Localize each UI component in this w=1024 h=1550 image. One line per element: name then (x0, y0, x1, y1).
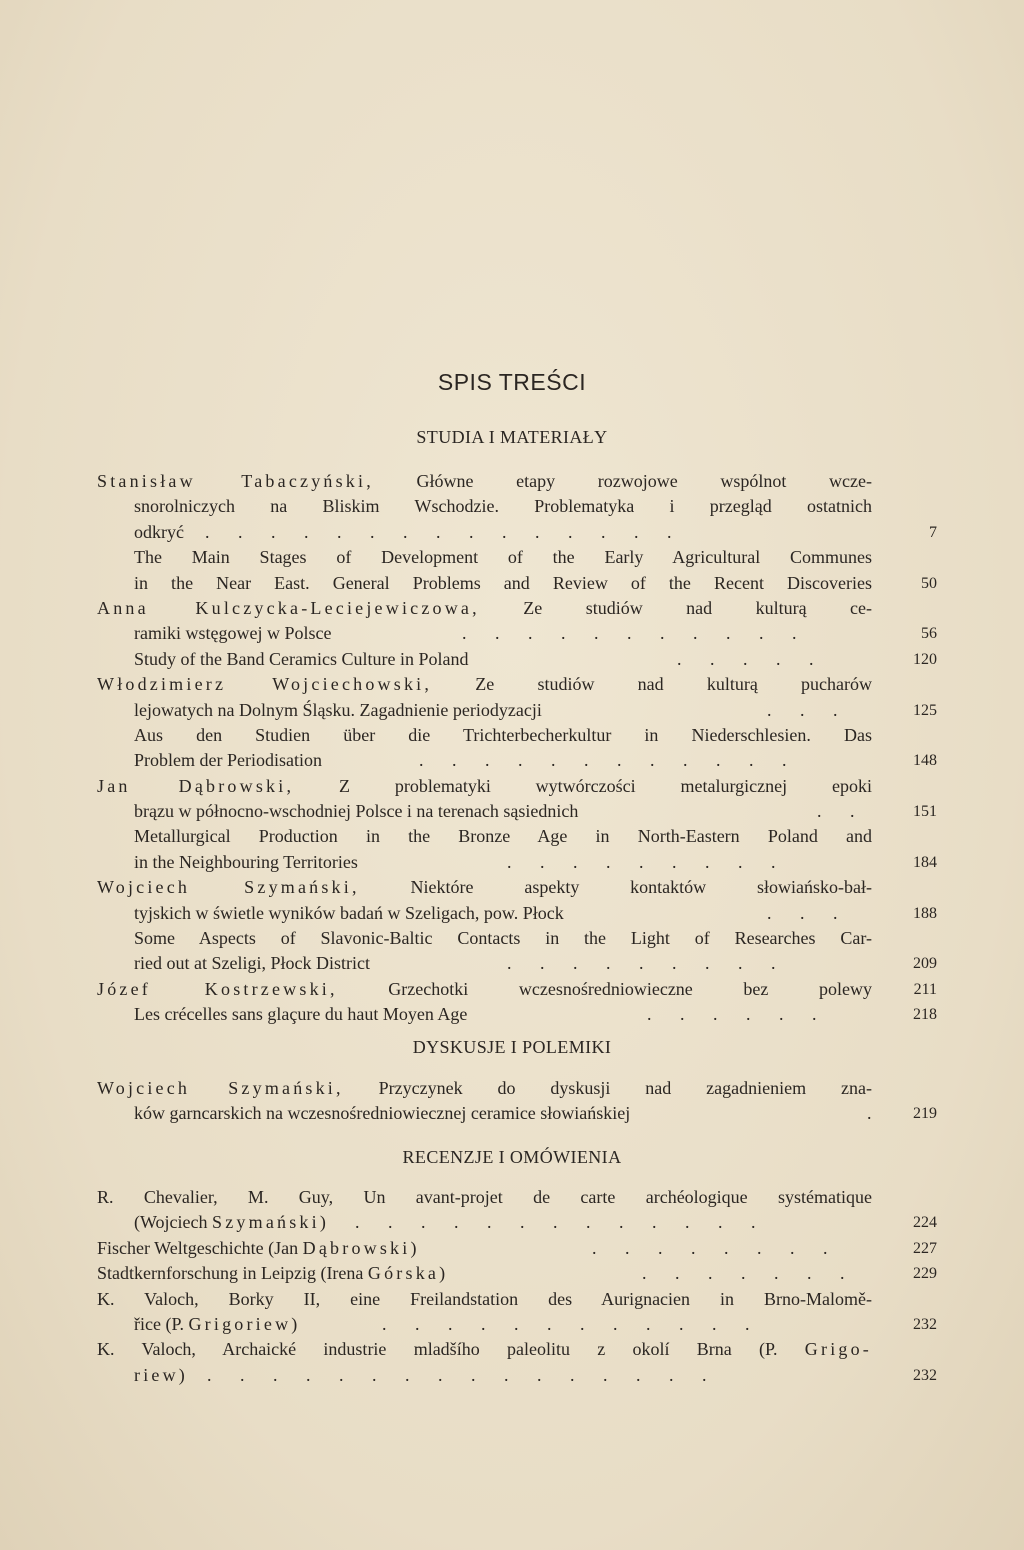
toc-entry: lejowatych na Dolnym Śląsku. Zagadnienie periodyzacji . . . 125 (97, 698, 937, 723)
toc-author: Włodzimierz Wojciechowski, (97, 674, 433, 695)
leader-dots: . . . . . . . . . (507, 953, 788, 974)
leader-dots: . (867, 1103, 884, 1124)
page-number: 188 (913, 904, 937, 922)
leader-dots: . . (817, 801, 867, 822)
leader-dots: . . . . . . . (642, 1263, 857, 1284)
page-number: 211 (913, 980, 937, 998)
leader-dots: . . . . . . (647, 1004, 829, 1025)
page-number: 227 (913, 1239, 937, 1257)
leader-dots: . . . . . . . . (592, 1237, 840, 1258)
page-number: 56 (921, 625, 937, 643)
toc-line: K. Valoch, Archaické industrie mladšího paleolitu z okolí Brna (P. Grigo- (97, 1339, 872, 1360)
page-number: 50 (921, 574, 937, 592)
page-number: 209 (913, 955, 937, 973)
toc-dyskusje (97, 1076, 937, 1127)
toc-line: Wojciech Szymański, Niektóre aspekty kontaktów słowiańsko-bał- (97, 877, 872, 898)
toc-recenzje (97, 1185, 937, 1388)
toc-entry: (Wojciech Szymański) . . . . . . . . . . . . . 224 (97, 1210, 937, 1235)
toc-line: Anna Kulczycka-Leciejewiczowa, Ze studiów nad kulturą ce- (97, 597, 872, 618)
page-number: 219 (913, 1105, 937, 1123)
toc-author: Stanisław Tabaczyński, (97, 471, 374, 491)
toc-entry: Stadtkernforschung in Leipzig (Irena Górska) . . . . . . . 229 (97, 1261, 937, 1286)
page-number: 224 (913, 1214, 937, 1232)
toc-line: Włodzimierz Wojciechowski, Ze studiów nad kulturą pucharów (97, 674, 873, 695)
toc-entry: in the Neighbouring Territories . . . . . . . . . 184 (97, 850, 937, 875)
leader-dots: . . . . . . . . . . . . . . . (205, 521, 684, 542)
section-heading-dyskusje: DYSKUSJE I POLEMIKI (412, 1037, 612, 1057)
toc-entry: Józef Kostrzewski, Grzechotki wczesnośredniowieczne bez polewy 211 (97, 977, 937, 1002)
leader-dots: . . . (767, 902, 850, 923)
page-number: 151 (913, 803, 937, 821)
toc-line: Jan Dąbrowski, Z problematyki wytwórczości metalurgicznej epoki (97, 775, 872, 796)
toc-entry: Les crécelles sans glaçure du haut Moyen Age . . . . . . 218 (97, 1002, 937, 1027)
page-number: 120 (913, 650, 937, 668)
toc-author: Wojciech Szymański, (97, 877, 360, 898)
toc-entry: řice (P. Grigoriew) . . . . . . . . . . . . 232 (97, 1312, 937, 1337)
toc-author: Jan Dąbrowski, (97, 775, 295, 796)
toc-entry: ried out at Szeligi, Płock District . . . . . . . . . 209 (97, 951, 937, 976)
leader-dots: . . . . . (677, 648, 826, 669)
toc-entry: in the Near East. General Problems and Review of the Recent Discoveries 50 (97, 571, 937, 596)
leader-dots: . . . . . . . . . . . . (419, 750, 799, 771)
leader-dots: . . . . . . . . . (507, 851, 788, 872)
toc-line: Stanisław Tabaczyński, Główne etapy rozwojowe wspólnot wcze- (97, 471, 873, 491)
section-heading-studia: STUDIA I MATERIAŁY (416, 427, 608, 447)
leader-dots: . . . (767, 699, 850, 720)
toc-line: R. Chevalier, M. Guy, Un avant-projet de carte archéologique systématique (97, 1187, 872, 1207)
page-number: 148 (913, 752, 937, 770)
toc-entry: ramiki wstęgowej w Polsce . . . . . . . . . . . 56 (97, 621, 937, 646)
page-number: 7 (929, 523, 937, 541)
toc-entry: riew) . . . . . . . . . . . . . . . . 232 (97, 1363, 937, 1388)
toc-studia (97, 469, 937, 1028)
toc-entry: Fischer Weltgeschichte (Jan Dąbrowski) . . . . . . . . 227 (97, 1236, 937, 1261)
toc-line: K. Valoch, Borky II, eine Freilandstation des Aurignacien in Brno-Malomě- (97, 1288, 872, 1309)
toc-entry: Problem der Periodisation . . . . . . . . . . . . 148 (97, 748, 937, 773)
page-number: 184 (913, 853, 937, 871)
section-heading-recenzje: RECENZJE I OMÓWIENIA (402, 1147, 622, 1167)
page-number: 232 (913, 1366, 937, 1384)
toc-line: Aus den Studien über die Trichterbecherkultur in Niederschlesien. Das (134, 724, 872, 745)
toc-entry: odkryć . . . . . . . . . . . . . . . 7 (97, 520, 937, 545)
leader-dots: . . . . . . . . . . . . (382, 1313, 762, 1334)
toc-line: Metallurgical Production in the Bronze Age in North-Eastern Poland and (134, 826, 872, 847)
page-number: 125 (913, 701, 937, 719)
toc-line: Some Aspects of Slavonic-Baltic Contacts in the Light of Researches Car- (134, 928, 872, 949)
toc-entry: brązu w północno-wschodniej Polsce i na terenach sąsiednich . . 151 (97, 799, 937, 824)
page-title: SPIS TREŚCI (437, 369, 587, 395)
toc-entry: ków garncarskich na wczesnośredniowiecznej ceramice słowiańskiej . 219 (97, 1101, 937, 1126)
page-number: 232 (913, 1315, 937, 1333)
toc-entry: Study of the Band Ceramics Culture in Poland . . . . . 120 (97, 647, 937, 672)
page-number: 218 (913, 1006, 937, 1024)
toc-line: The Main Stages of Development of the Early Agricultural Communes (134, 547, 872, 568)
toc-line: snorolniczych na Bliskim Wschodzie. Problematyka i przegląd ostatnich (134, 496, 872, 517)
leader-dots: . . . . . . . . . . . . . (355, 1212, 768, 1233)
toc-author: Anna Kulczycka-Leciejewiczowa, (97, 597, 480, 618)
leader-dots: . . . . . . . . . . . . . . . . (207, 1364, 719, 1385)
toc-author: Wojciech Szymański, (97, 1078, 344, 1098)
leader-dots: . . . . . . . . . . . (462, 623, 809, 644)
page-number: 229 (913, 1265, 937, 1283)
toc-author: Józef Kostrzewski, (97, 978, 338, 999)
toc-entry: tyjskich w świetle wyników badań w Szeligach, pow. Płock . . . 188 (97, 901, 937, 926)
toc-line: Wojciech Szymański, Przyczynek do dyskusji nad zagadnieniem zna- (97, 1078, 872, 1098)
